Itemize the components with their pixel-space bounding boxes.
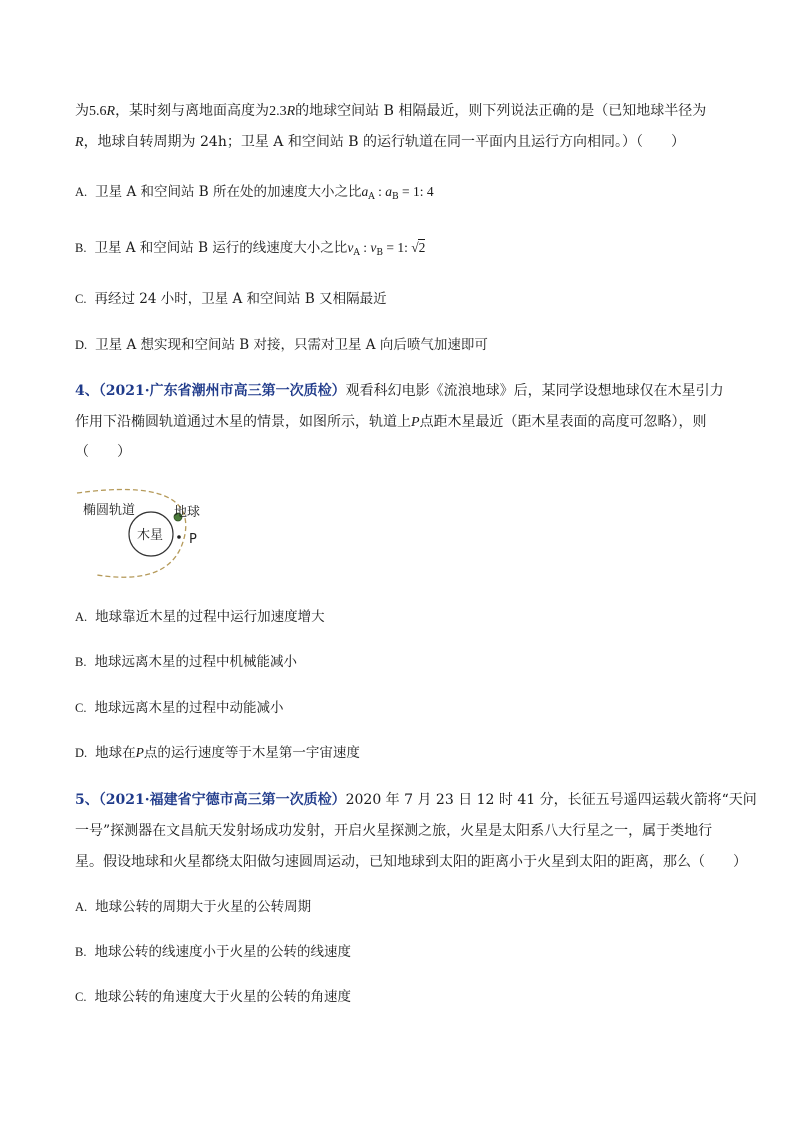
sqrt-value: 2 bbox=[418, 240, 426, 255]
option-text: 卫星 A 和空间站 B 所在处的加速度大小之比 bbox=[95, 184, 362, 200]
earth-label: 地球 bbox=[174, 505, 201, 520]
var-R: R bbox=[106, 104, 116, 119]
question-number: 4、 bbox=[75, 383, 99, 399]
text: 一号”探测器在文昌航天发射场成功发射，开启火星探测之旅，火星是太阳系八大行星之一，属于类地行 bbox=[75, 823, 713, 839]
option-letter: C. bbox=[75, 701, 87, 715]
text: 点距木星最近（距木星表面的高度可忽略），则 bbox=[419, 414, 707, 430]
ratio: = 1: 4 bbox=[398, 184, 434, 199]
q4-option-c[interactable] bbox=[75, 698, 283, 718]
option-text: 点的运行速度等于木星第一宇宙速度 bbox=[143, 745, 360, 761]
option-text: 地球公转的角速度大于火星的公转的角速度 bbox=[94, 989, 351, 1005]
q3-option-a[interactable] bbox=[75, 182, 434, 207]
text: 作用下沿椭圆轨道通过木星的情景，如图所示，轨道上 bbox=[75, 414, 411, 430]
var-P: P bbox=[135, 745, 144, 760]
q3-option-b[interactable] bbox=[75, 238, 425, 263]
option-letter: A. bbox=[75, 610, 88, 624]
value: 2.3 bbox=[269, 104, 287, 119]
sub: A bbox=[368, 192, 375, 202]
option-letter: C. bbox=[75, 990, 87, 1004]
var: v bbox=[370, 240, 377, 255]
var: a bbox=[385, 184, 393, 199]
option-text: 地球公转的周期大于火星的公转周期 bbox=[95, 899, 312, 915]
option-letter: A. bbox=[75, 900, 88, 914]
ratio: = 1: bbox=[382, 240, 412, 255]
option-letter: D. bbox=[75, 746, 88, 760]
sub: B bbox=[392, 192, 399, 202]
option-text: 卫星 A 想实现和空间站 B 对接，只需对卫星 A 向后喷气加速即可 bbox=[95, 337, 488, 353]
var-R: R bbox=[75, 135, 84, 150]
text: 的地球空间站 B 相隔最近，则下列说法正确的是（已知地球半径为 bbox=[295, 103, 707, 119]
q4-option-b[interactable] bbox=[75, 652, 297, 672]
question-source: （2021·广东省潮州市高三第一次质检） bbox=[98, 383, 346, 399]
option-text: 地球靠近木星的过程中运行加速度增大 bbox=[95, 609, 325, 625]
option-text: 再经过 24 小时，卫星 A 和空间站 B 又相隔最近 bbox=[94, 291, 387, 307]
text: ，某时刻与离地面高度为 bbox=[115, 103, 270, 119]
text: 观看科幻电影《流浪地球》后，某同学设想地球仅在木星引力 bbox=[345, 383, 724, 399]
option-text: 地球远离木星的过程中机械能减小 bbox=[94, 654, 297, 670]
var-R: R bbox=[286, 104, 296, 119]
orbit-label: 椭圆轨道 bbox=[83, 503, 136, 518]
q4-stem-line3 bbox=[75, 442, 131, 462]
text: 2020 年 7 月 23 日 12 时 41 分，长征五号遥四运载火箭将“天问 bbox=[345, 792, 757, 808]
q5-option-b[interactable] bbox=[75, 942, 351, 962]
q4-option-a[interactable] bbox=[75, 607, 325, 627]
option-letter: D. bbox=[75, 338, 88, 352]
jupiter-label: 木星 bbox=[137, 528, 164, 543]
option-letter: B. bbox=[75, 945, 87, 959]
q3-stem-line1 bbox=[75, 101, 706, 122]
q5-option-c[interactable] bbox=[75, 987, 351, 1007]
text: ，地球自转周期为 24h；卫星 A 和空间站 B 的运行轨道在同一平面内且运行方向相同。）（ ） bbox=[83, 134, 686, 150]
option-text: 地球远离木星的过程中动能减小 bbox=[94, 700, 284, 716]
option-letter: A. bbox=[75, 185, 88, 199]
option-letter: C. bbox=[75, 292, 87, 306]
question-source: （2021·福建省宁德市高三第一次质检） bbox=[98, 792, 346, 808]
q3-option-d[interactable] bbox=[75, 335, 488, 355]
sub: B bbox=[376, 248, 383, 258]
point-p-dot bbox=[177, 535, 181, 539]
answer-blank: （ ） bbox=[75, 444, 131, 460]
q5-option-a[interactable] bbox=[75, 897, 311, 917]
option-text: 地球在 bbox=[95, 745, 136, 761]
option-text: 地球公转的线速度小于火星的公转的线速度 bbox=[94, 944, 351, 960]
var-P: P bbox=[411, 415, 420, 430]
text: 为 bbox=[75, 103, 89, 119]
q3-option-c[interactable] bbox=[75, 289, 387, 309]
var: a bbox=[361, 184, 369, 199]
q5-stem-line1 bbox=[75, 790, 757, 810]
text: 星。假设地球和火星都绕太阳做匀速圆周运动，已知地球到太阳的距离小于火星到太阳的距离，那么（ ） bbox=[75, 854, 747, 870]
q5-stem-line2 bbox=[75, 821, 712, 841]
option-text: 卫星 A 和空间站 B 运行的线速度大小之比 bbox=[94, 240, 348, 256]
p-label: P bbox=[189, 532, 197, 547]
q4-option-d[interactable] bbox=[75, 743, 360, 763]
q4-stem-line1 bbox=[75, 381, 724, 401]
q4-stem-line2 bbox=[75, 412, 707, 433]
question-number: 5、 bbox=[75, 792, 99, 808]
colon: : bbox=[359, 240, 371, 255]
q3-stem-line2 bbox=[75, 132, 685, 153]
q5-stem-line3 bbox=[75, 852, 747, 872]
option-letter: B. bbox=[75, 241, 87, 255]
colon: : bbox=[374, 184, 386, 199]
sub: A bbox=[353, 248, 360, 258]
value: 5.6 bbox=[89, 104, 107, 119]
var: v bbox=[347, 240, 354, 255]
option-letter: B. bbox=[75, 655, 87, 669]
sqrt-sign: √ bbox=[411, 240, 419, 255]
orbit-figure bbox=[75, 487, 235, 582]
